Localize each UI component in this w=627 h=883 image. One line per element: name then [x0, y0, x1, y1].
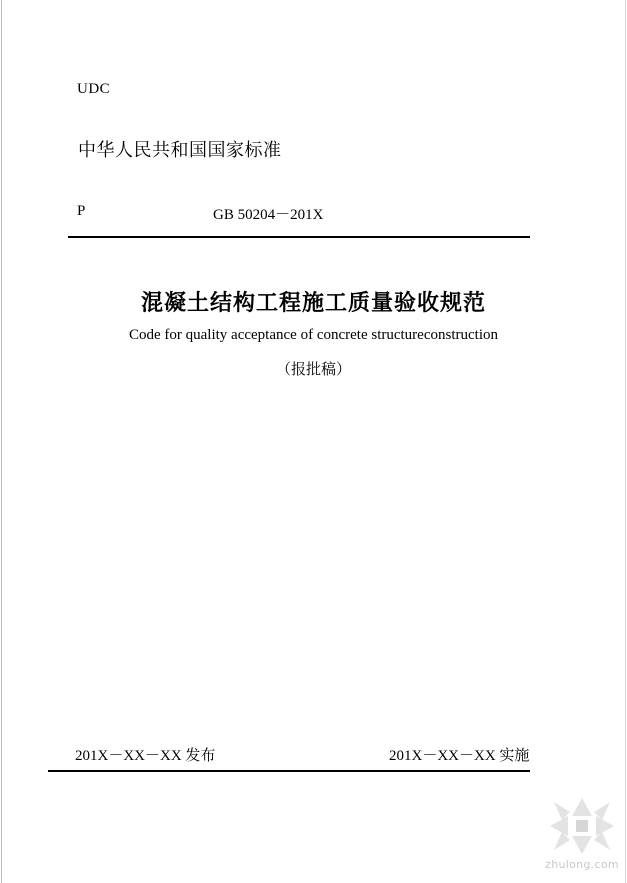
footer-divider	[48, 770, 530, 772]
standard-number: GB 50204－201X	[213, 207, 324, 223]
page-border-right	[625, 0, 626, 883]
draft-status: （报批稿）	[275, 360, 351, 378]
title-english: Code for quality acceptance of concrete structureconstruction	[128, 327, 498, 343]
page-border-left	[1, 0, 2, 883]
classification-code: P	[77, 203, 86, 219]
implementation-date: 201X－XX－XX 实施	[389, 748, 530, 764]
watermark-text: zhulong.com	[545, 858, 619, 871]
standard-name: 中华人民共和国国家标准	[78, 140, 282, 161]
header-divider	[68, 236, 530, 238]
udc-label: UDC	[77, 81, 111, 97]
title-chinese: 混凝土结构工程施工质量验收规范	[140, 291, 486, 316]
issue-date: 201X－XX－XX 发布	[75, 748, 216, 764]
